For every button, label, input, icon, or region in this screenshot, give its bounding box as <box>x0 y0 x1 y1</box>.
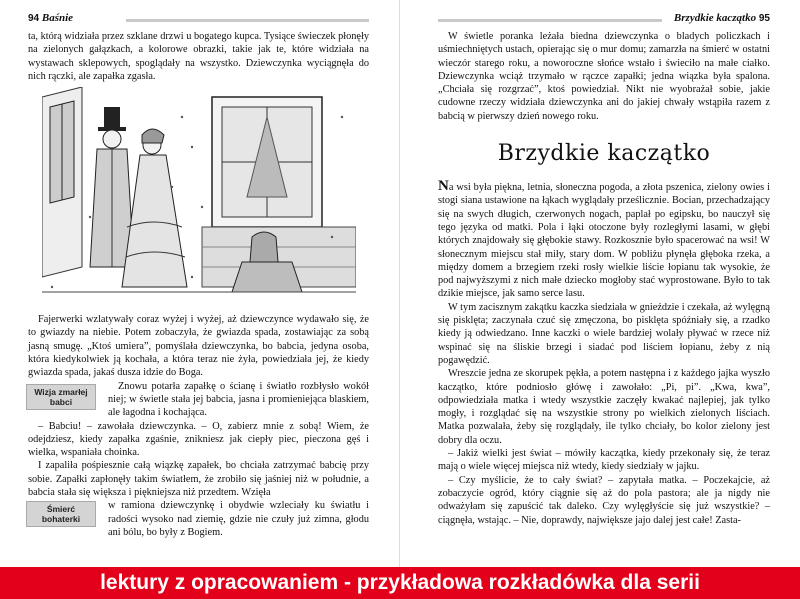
header-rule <box>126 19 369 22</box>
running-title: Baśnie <box>41 12 74 24</box>
left-page-header <box>28 12 369 30</box>
margin-note: Śmierć bohaterki <box>26 501 96 527</box>
street-scene-illustration <box>42 87 356 307</box>
paragraph: – Czy myślicie, że to cały świat? – zapytała matka. – Poczekajcie, aż zobaczycie ogród, który ciągnie się aż do pola pastora; ale ja nigdy nie odważyłam się zapuścić tak daleko. Czy wylęgłyście się już wszystkie? – ciągnęła, wstając. – Nie, doprawdy, największe jajo dalej jest całe! Zasta- <box>438 474 770 526</box>
callout-row <box>28 380 369 420</box>
paragraph: – Babciu! – zawołała dziewczynka. – O, zabierz mnie z sobą! Wiem, że odejdziesz, kiedy zapałka zgaśnie, znikniesz jak ciepły piec, pieczona gęś i wielka, wspaniała choinka. <box>28 420 369 459</box>
left-page <box>0 0 400 567</box>
callout-row <box>28 499 369 539</box>
chapter-title: Brzydkie kaczątko <box>497 141 711 167</box>
paragraph <box>438 180 770 301</box>
paragraph: W tym zacisznym zakątku kaczka siedziała w gnieździe i czekała, aż wylęgną się pisklęta; zaczynała czuć się zmęczona, bo pisklęta spóźniały się, a rzadko kiedy ją odwiedzano. Inne kaczki o wiele bardziej wolały pływać w rzece niż wspinać się na śliskie brzegi i siadać pod liściem łopianu, żeby z nią pogawędzić. <box>438 301 770 366</box>
right-page-header <box>438 12 770 30</box>
paragraph: I zapaliła pośpiesznie całą wiązkę zapałek, bo chciała zatrzymać babcię przy sobie. Zapałki zapłonęły takim światłem, że zrobiło się jaśniej niż w południe, a babcia stała się większa i piękniejsza niż przedtem. Wzięła <box>28 460 369 499</box>
paragraph: ta, którą widziała przez szklane drzwi u bogatego kupca. Tysiące świeczek płonęły na zielonych gałązkach, a kolorowe obrazki, takie jak te, które widziała na wystawach sklepowych, spoglądały na wszystko. Dziewczynka wyciągnęła do nich rączki, ale zapałka zgasła. <box>28 31 369 82</box>
right-page <box>400 0 800 567</box>
paragraph: W świetle poranka leżała biedna dziewczynka o bladych policzkach i uśmiechniętych ustach, opierając się o mur domu; zamarzła na śmierć w ostatni wieczór starego roku, a noworoczne słońce wstało i świeciło na małe ciałko. Dziewczynka wciąż trzymało w rączce zapałki; jedna wiązka była spalona. „Chciała się rozgrzać”, ktoś powiedział. Nikt nie wyobrażał sobie, jakie cudowne rzeczy widziała dziewczynka ani do jakiej chwały wstąpiła razem z babcią w pierwszy dzień nowego roku. <box>438 31 770 122</box>
margin-note: Wizja zmarłej babci <box>26 384 96 410</box>
drop-cap: N <box>438 178 449 195</box>
running-title: Brzydkie kaczątko <box>673 12 757 24</box>
paragraph: Wreszcie jedna ze skorupek pękła, a potem następna i z każdego jajka wyszło kaczątko, które podniosło główę i zawołało: „Pi, pi”. „Kwa, kwa”, odpowiedziała matka i wtedy wszystkie zaczęły kwakać najlepiej, jak tylko mogły, i rozglądać się na wszystkie strony po wielkich zielonych liściach. Matka pozwalała, żeby się rozglądały, ile tylko chciały, bo kolor zielony jest dobry dla oczu. <box>438 368 770 446</box>
page-number: 94 <box>28 13 40 24</box>
paragraph: Znowu potarła zapałkę o ścianę i światło rozbłysło wokół niej; w świetle stała jej babcia, jasna i promieniejąca blaskiem, ale łagodna i kochająca. <box>108 380 369 419</box>
paragraph: w ramiona dziewczynkę i obydwie wzleciały ku światłu i radości wysoko nad ziemię, gdzie nie czuły już zimna, głodu ani bólu, bo były z Bogiem. <box>108 500 369 538</box>
promo-banner: lektury z opracowaniem - przykładowa rozkładówka dla serii <box>0 567 800 599</box>
paragraph-text: a wsi była piękna, letnia, słoneczna pogoda, a złota pszenica, zielony owies i stogi siana ustawione na łąkach wyglądały prześlicznie. Bocian, przechadzający się na swych długich, czerwonych nogach, paplał po egipsku, bo nauczył się tego języka od matki. Pola i łąki otoczone były rozległymi lasami, w głębi których znajdowały się głębokie stawy. Rozkosznie było spacerować na wsi! W słonecznym miejscu stał miły, stary dom. W pobliżu płynęła głęboka rzeka, a między domem a brzegiem rzeki rosły wielkie liście łopianu tak wysokie, że pod najwyższymi z nich małe dziecko mogłoby stać wyprostowane. Było to tak dzikie miejsce, jak samo serce lasu. <box>438 182 770 300</box>
page-number: 95 <box>758 13 770 24</box>
paragraph: – Jakiż wielki jest świat – mówiły kaczątka, kiedy przekonały się, że teraz mają o wiele więcej miejsca niż wtedy, kiedy siedziały w jajku. <box>438 448 770 473</box>
paragraph: Fajerwerki wzlatywały coraz wyżej i wyżej, aż dziewczynce wydawało się, że to gwiazdy na niebie. Potem zobaczyła, że gwiazda spada, zostawiając za sobą jasną smugę. „Ktoś umiera”, pomyślała dziewczynka, bo babcia, jedyna osoba, która kiedykolwiek ją kochała, a która teraz nie żyła, powiedziała jej, że kiedy gwiazda spada, jakaś dusza idzie do Boga. <box>28 314 369 379</box>
header-rule <box>438 19 662 22</box>
